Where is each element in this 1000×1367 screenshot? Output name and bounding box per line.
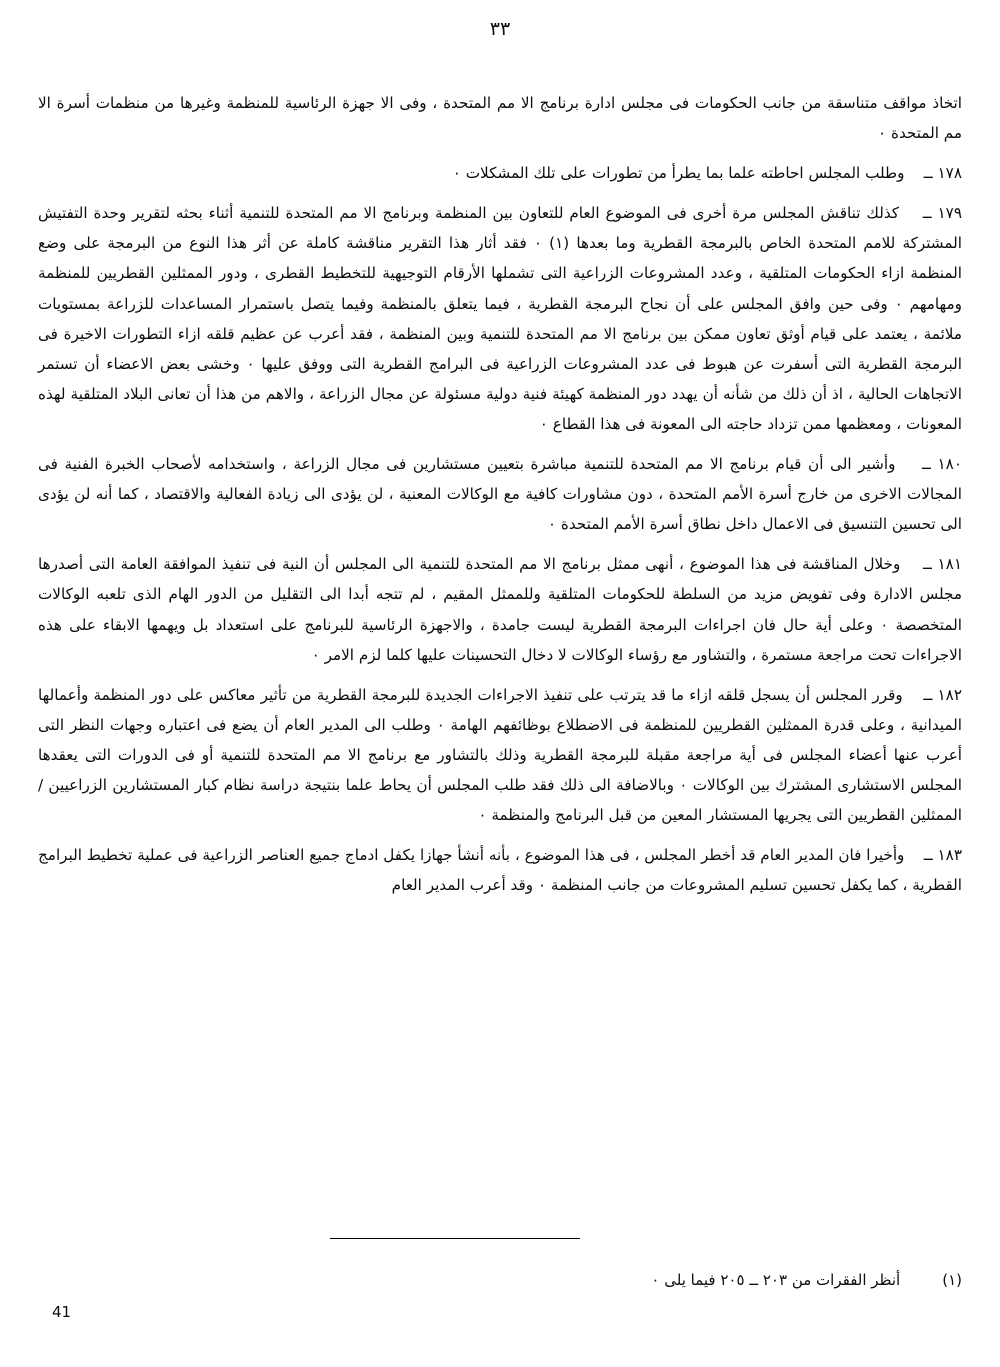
paragraph-text: وطلب المجلس احاطته علما بما يطرأ من تطورات على تلك المشكلات ٠ [452,164,905,183]
paragraph-number: ١٨٠ [937,455,962,474]
paragraph-number: ١٧٩ [937,204,962,223]
paragraph-text: وأشير الى أن قيام برنامج الا مم المتحدة للتنمية مباشرة بتعيين مستشارين فى مجال الزراعة ، واستخدامه لأصحاب الخبرة الفنية فى المجالات الاخرى من خارج أسرة الأمم المتحدة ، دون مشاورات كافية مع الوكالات المعنية ، لن يؤدى الى زيادة الفعالية والاقتصاد ، كما أنه لن يؤدى الى تحسين التنسيق فى الاعمال داخل نطاق أسرة الأمم المتحدة ٠ [38,455,962,534]
page-number-top: ٣٣ [489,18,511,40]
paragraph-179 [38,198,962,439]
paragraph-dash: ــ [900,555,938,574]
paragraph-dash: ــ [904,846,938,865]
paragraph-text: كذلك تناقش المجلس مرة أخرى فى الموضوع العام للتعاون بين المنظمة وبرنامج الا مم المتحدة للتنمية أثناء بحثه لتقرير وحدة التفتيش المشتركة للامم المتحدة الخاص بالبرمجة القطرية وما بعدها (١) ٠ فقد أثار هذا التقرير مناقشة كاملة عن أثر هذا النوع من البرمجة على وضع المنظمة ازاء الحكومات المتلقية ، وعدد المشروعات الزراعية التى تشملها الأرقام التوجيهية للتخطيط القطرى ، ودور الممثلين القطريين للمنظمة ومهامهم ٠ وفى حين وافق المجلس على أن نجاح البرمجة القطرية ، فيما يتعلق بالمنظمة وفيما يتصل باستمرار المساعدات للزراعة بمستويات ملائمة ، يعتمد على قيام أوثق تعاون ممكن بين برنامج الا مم المتحدة للتنمية وبين المنظمة ، فقد أعرب عن عظيم قلقه ازاء التطورات الاخيرة فى البرمجة القطرية التى أسفرت عن هبوط فى عدد المشروعات الزراعية فى البرامج القطرية التى ووفق عليها ٠ وخشى بعض الاعضاء أن تستمر الاتجاهات الحالية ، اذ أن ذلك من شأنه أن يهدد دور المنظمة كهيئة فنية دولية مسئولة عن مجال الزراعة ، والاهم من هذا أن تعانى البلاد المتلقية لهذه المعونات ، ومعظمها ممن تزداد حاجته الى المعونة فى هذا القطاع ٠ [38,204,962,433]
paragraph-number: ١٧٨ [937,164,962,183]
document-body [38,78,962,906]
paragraph-text: وقرر المجلس أن يسجل قلقه ازاء ما قد يترتب على تنفيذ الاجراءات الجديدة للبرمجة القطرية من تأثير معاكس على دور المنظمة وأعمالها الميدانية ، وعلى قدرة الممثلين القطريين للمنظمة فى الاضطلاع بوظائفهم الهامة ٠ وطلب الى المدير العام أن يضع فى اعتباره وجهات النظر التى أعرب عنها أعضاء المجلس فى أية مراجعة مقبلة للبرمجة القطرية وذلك بالتشاور مع برنامج الا مم المتحدة للتنمية أو فى الدورات التى يعقدها المجلس الاستشارى المشترك بين الوكالات ٠ وبالاضافة الى ذلك فقد طلب المجلس أن يحاط علما بنتيجة دراسة نظام كبار المستشارين الزراعيين / الممثلين القطريين التى يجريها المستشار المعين من قبل البرنامج والمنظمة ٠ [38,685,962,825]
footnote-divider [330,1238,580,1239]
paragraph-dash: ــ [895,455,938,474]
paragraph-number: ١٨٢ [937,685,962,704]
paragraph-182 [38,680,962,830]
paragraph-number: ١٨١ [937,555,962,574]
paragraph-text: وخلال المناقشة فى هذا الموضوع ، أنهى ممثل برنامج الا مم المتحدة للتنمية الى المجلس أن النية فى تنفيذ الموافقة العامة التى أصدرها مجلس الادارة وفى تفويض مزيد من السلطة للحكومات المتلقية وللممثل المقيم ، لم تتجه أبدا الى التقليل من الدور الهام الذى تلعبه الوكالات المتخصصة ٠ وعلى أية حال فان اجراءات البرمجة القطرية ليست جامدة ، والاجهزة الرئاسية للبرنامج على استعداد بل ويهمها الابقاء على هذه الاجراءات تحت مراجعة مستمرة ، والتشاور مع رؤساء الوكالات لا دخال التحسينات عليها كلما لزم الامر ٠ [38,555,963,664]
paragraph-dash: ــ [904,164,938,183]
paragraph-180 [38,449,962,539]
footnote-text: أنظر الفقرات من ٢٠٣ ــ ٢٠٥ فيما يلى ٠ [651,1271,901,1289]
footnote-marker: (١) [942,1271,962,1289]
paragraph-181 [38,549,962,669]
paragraph-178 [38,158,962,188]
paragraph-text: وأخيرا فان المدير العام قد أخطر المجلس ، فى هذا الموضوع ، بأنه أنشأ جهازا يكفل ادماج جميع العناصر الزراعية فى عملية تخطيط البرامج القطرية ، كما يكفل تحسين تسليم المشروعات من جانب المنظمة ٠ وقد أعرب المدير العام [38,846,962,895]
paragraph-dash: ــ [899,204,938,223]
paragraph-183 [38,840,962,900]
paragraph-dash: ــ [902,685,938,704]
page-number-bottom: 41 [52,1303,72,1321]
paragraph-number: ١٨٣ [937,846,962,865]
paragraph-text: اتخاذ مواقف متناسقة من جانب الحكومات فى مجلس ادارة برنامج الا مم المتحدة ، وفى الا جهزة الرئاسية للمنظمة وغيرها من منظمات أسرة الا مم المتحدة ٠ [38,94,962,143]
paragraph-intro [38,88,962,148]
footnote [38,1271,962,1289]
